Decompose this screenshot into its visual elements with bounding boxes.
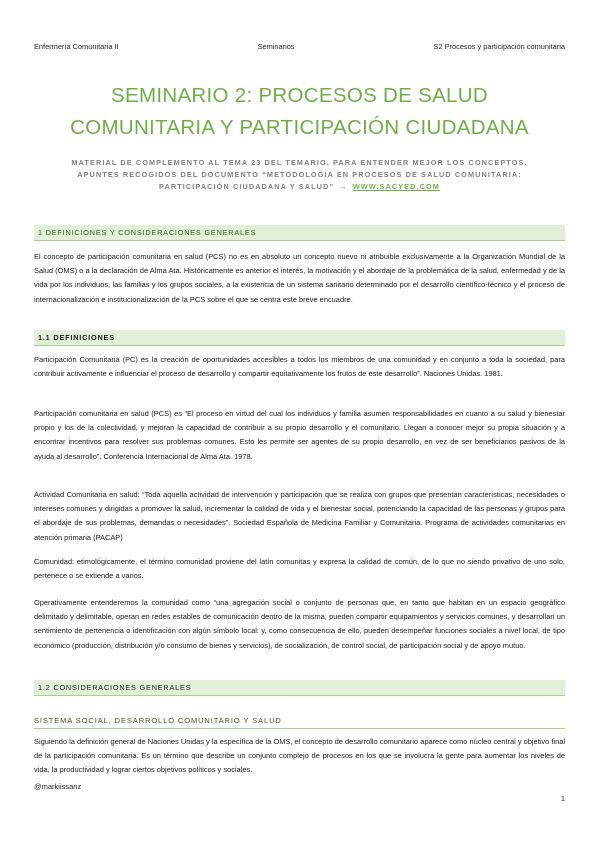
header-course: Enfermería Comunitaria II	[34, 42, 119, 51]
subtitle-line-1: MATERIAL DE COMPLEMENTO AL TEMA 23 DEL TEMARIO, PARA ENTENDER MEJOR LOS CONCEPTOS.	[71, 158, 528, 167]
paragraph-participacion-comunitaria: Participación Comunitaria (PC) es la creación de oportunidades accesibles a todos los miembros de una comunidad y en conjunto a toda la sociedad, para contribuir activamente e influenciar el proceso de desarrollo y compartir equitativamente los frutos de este desarrollo”. Naciones Unidas. 1981.	[34, 355, 565, 379]
header-topic: S2 Procesos y participación comunitaria	[433, 42, 565, 51]
paragraph-comunidad: Comunidad: etimológicamente, el término comunidad proviene del latín comunitas y expresa la calidad de común, de lo que no siendo privativo de uno solo, pertenece o se extiende a varios.	[34, 557, 565, 581]
source-link[interactable]: WWW.SACYED.COM	[352, 182, 440, 191]
paragraph-intro: El concepto de participación comunitaria en salud (PCS) no es en absoluto un concepto nuevo ni atribuible exclusivamente a la Organización Mundial de la Salud (OMS) o a la declaración de Alma Ata. Históricamente es anterior el interés, la motivación y el abordaje de la problemática de la salud, enfermedad y de la vida por los individuos, las familias y los grupos sociales, a la existencia de un sistema sanitario determinado por el desarrollo científico-técnico y el proceso de internacionalización e institucionalización de la PCS sobre el que se centra este breve encuadre.	[34, 252, 565, 304]
section-heading-1-2: 1.2 CONSIDERACIONES GENERALES	[34, 680, 565, 696]
subtitle-source: PARTICIPACIÓN CIUDADANA Y SALUD”	[159, 182, 335, 191]
section-heading-1-1: 1.1 DEFINICIONES	[34, 330, 565, 346]
paragraph-participacion-salud: Participación comunitaria en salud (PCS) es “El proceso en virtud del cual los individuos y familia asumen responsabilidades en cuanto a su salud y bienestar propio y los de la colectividad, y mejoran la capacidad de contribuir a su propio desarrollo y el comunitario. Llegan a conocer mejor su propia situación y a encontrar incentivos para resolver sus problemas comunes. Esto les permite ser agentes de su propio desarrollo, en vez de ser beneficiarios pasivos de la ayuda al desarrollo”. Conferencia Internacional de Alma Ata. 1978.	[34, 409, 565, 461]
paragraph-actividad-comunitaria: Actividad Comunitaria en salud: “Toda aquella actividad de intervención y participación que se realiza con grupos que presentan características, necesidades o intereses comunes y dirigidas a promover la salud, incrementar la calidad de vida y el bienestar social, potenciando la capacidad de las personas y grupos para el abordaje de sus problemas, demandas o necesidades”. Sociedad Española de Medicina Familiar y Comunitaria. Programa de actividades comunitarias en atención primaria (PACAP)	[34, 490, 565, 542]
subtitle	[40, 157, 559, 193]
running-header	[34, 42, 565, 51]
section-heading-1: 1 DEFINICIONES Y CONSIDERACIONES GENERALES	[34, 225, 565, 241]
title-line-2: COMUNITARIA Y PARTICIPACIÓN CIUDADANA	[70, 116, 529, 139]
header-section: Seminarios	[257, 42, 295, 51]
arrow-right-icon: →	[339, 182, 348, 191]
page-title	[20, 80, 579, 144]
footer-author: @markiissanz	[34, 782, 82, 791]
page-number: 1	[560, 794, 565, 803]
subheading-sistema-social: SISTEMA SOCIAL, DESARROLLO COMUNITARIO Y SALUD	[34, 716, 565, 729]
paragraph-operativamente: Operativamente entenderemos la comunidad como “una agregación social o conjunto de personas que, en tanto que habitan en un espacio geográfico delimitado y delimitable, operan en redes estables de comunicación dentro de la misma, pueden compartir equipamientos y servicios comunes, y desarrollan un sentimiento de pertenencia o identificación con algún símbolo local: y, como consecuencia de ello, pueden desempeñar funciones sociales a nivel local, de tipo económico (producción, distribución y/o consumo de bienes y servicios), de socialización, de control social, de participación social y de apoyo mutuo.	[34, 598, 565, 650]
paragraph-sistema-social: Siguiendo la definición general de Naciones Unidas y la específica de la OMS, el concepto de desarrollo comunitario aparece como núcleo central y objetivo final de la participación comunitaria. Es un término que describe un conjunto complejo de procesos en los que se involucra la gente para aumentar los niveles de vida, la productividad y lograr ciertos objetivos políticos y sociales.	[34, 737, 565, 775]
subtitle-line-3	[40, 181, 559, 193]
subtitle-line-2: APUNTES RECOGIDOS DEL DOCUMENTO “METODOLOGIA EN PROCESOS DE SALUD COMUNITARIA:	[77, 170, 522, 179]
title-line-1: SEMINARIO 2: PROCESOS DE SALUD	[111, 84, 488, 107]
